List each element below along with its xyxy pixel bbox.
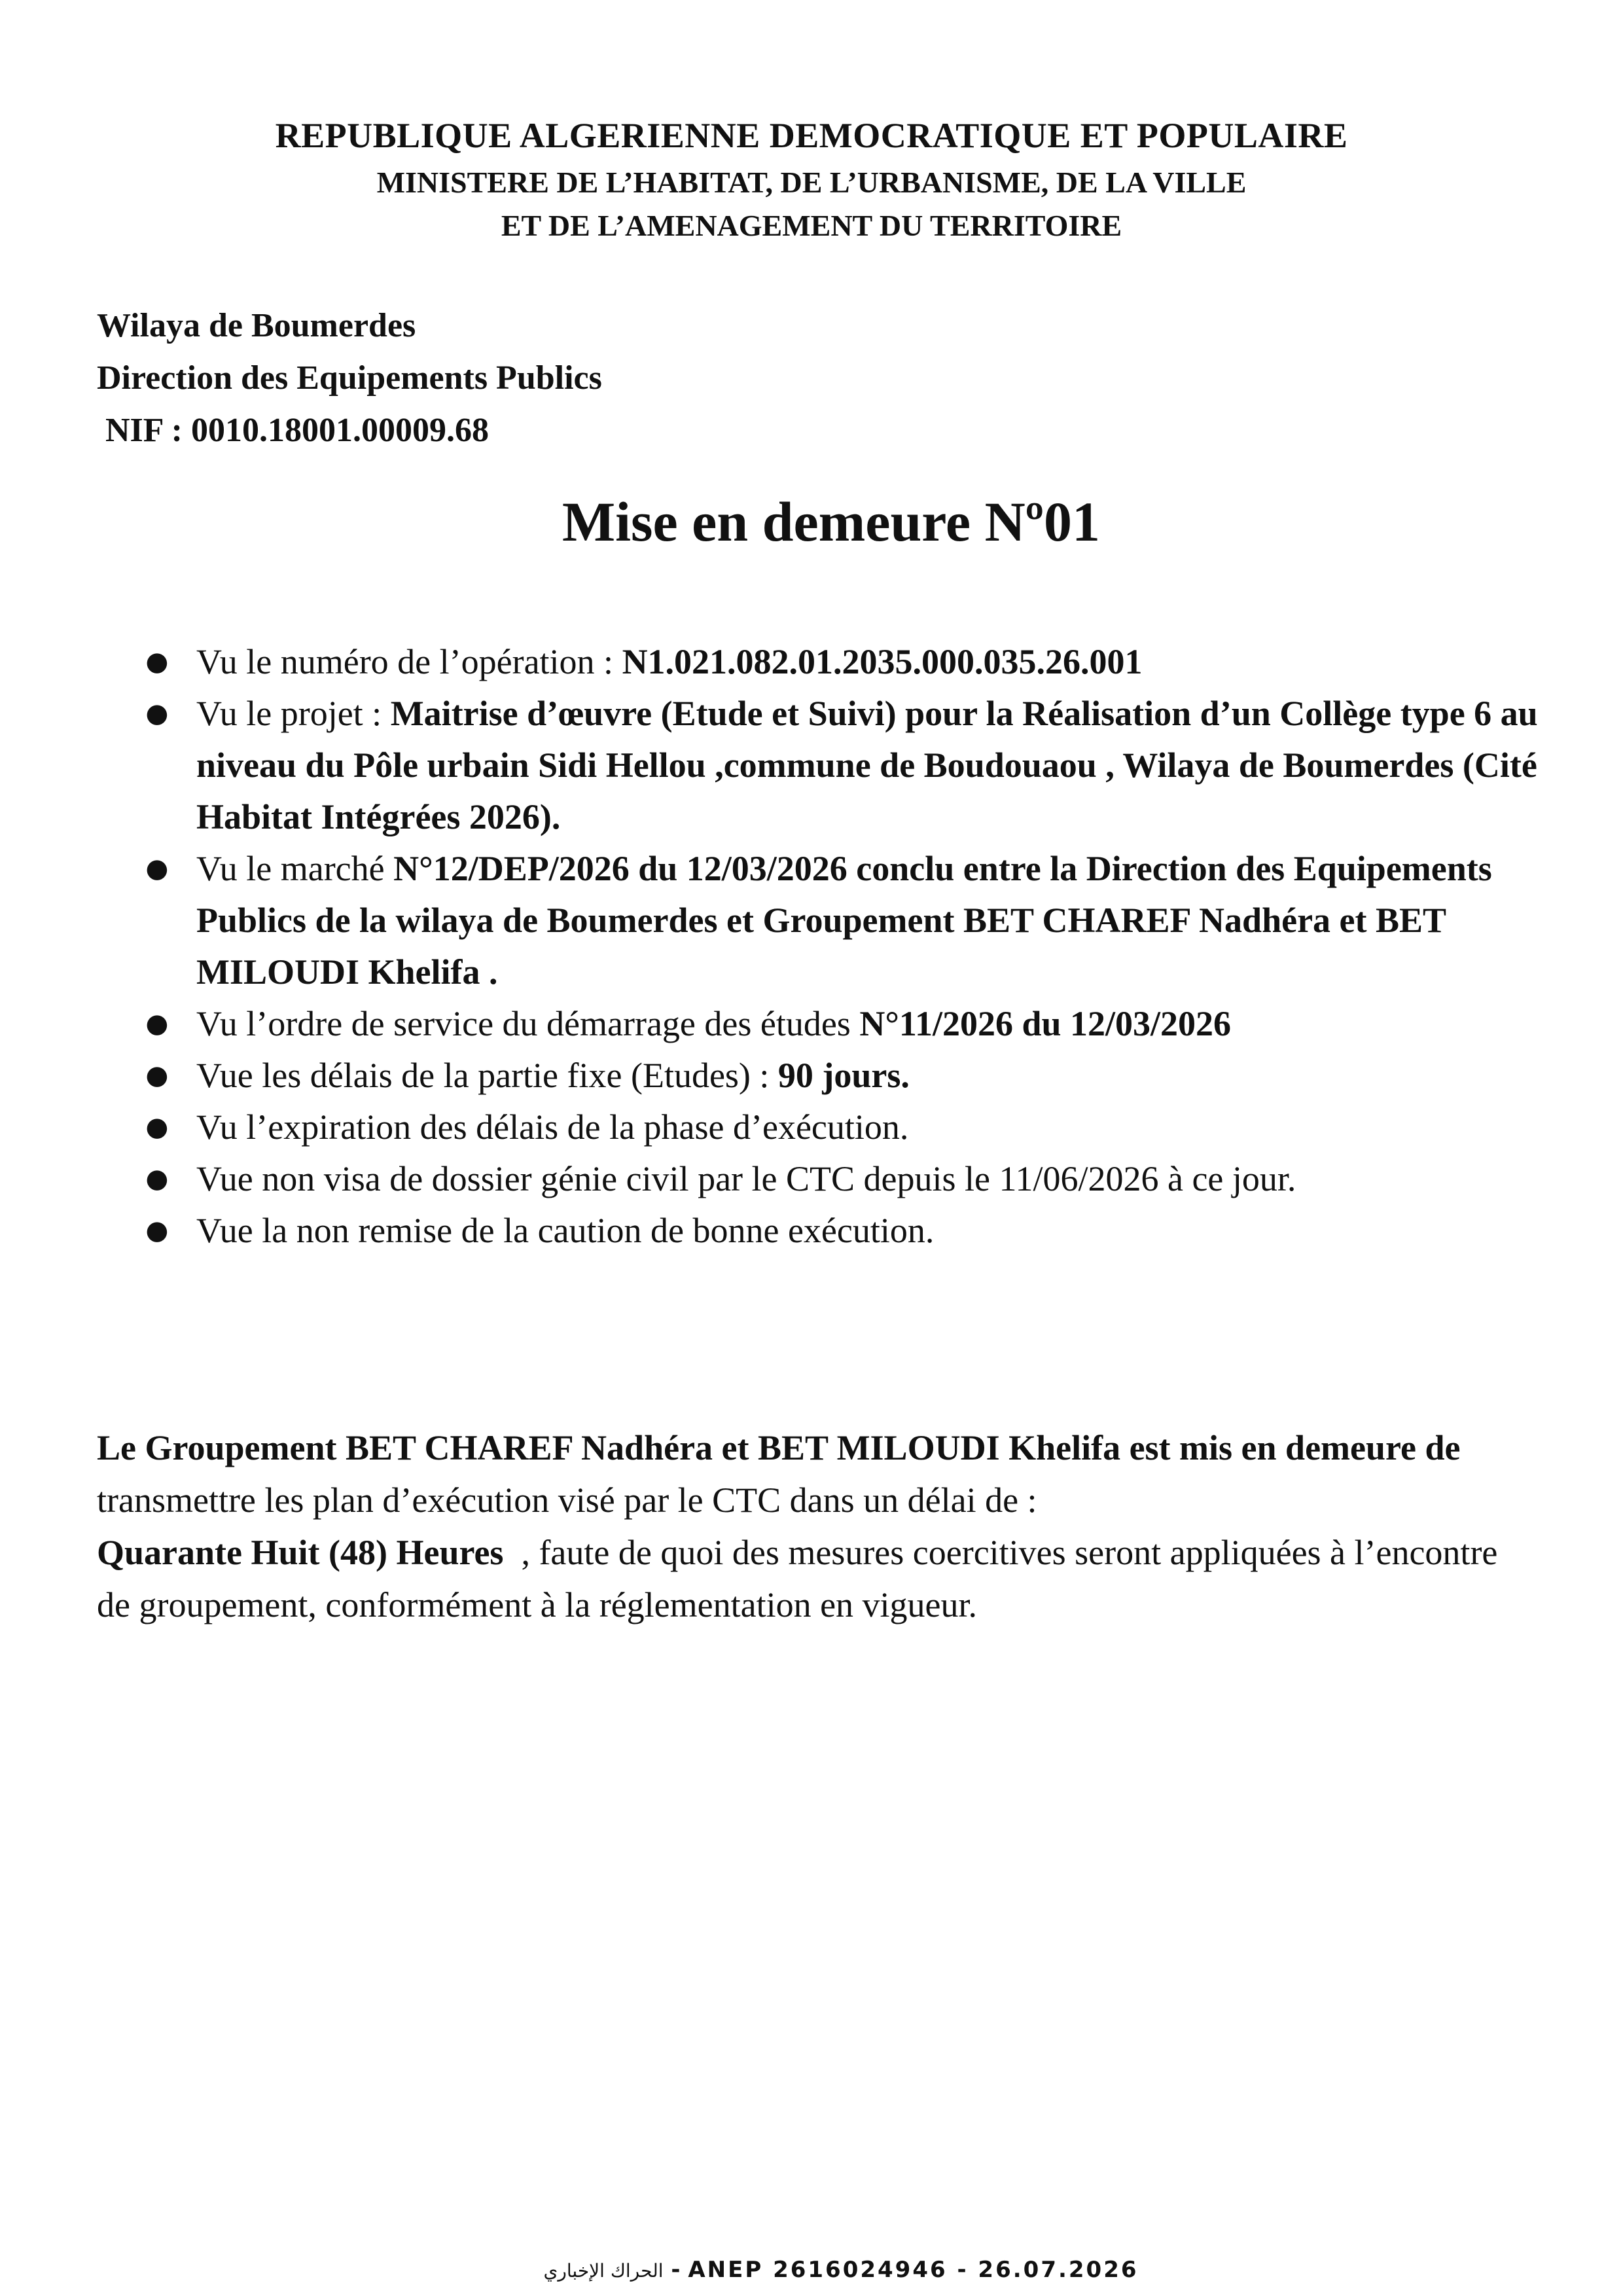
list-item: ● Vue les délais de la partie fixe (Etudes) : 90 jours. (144, 1050, 1551, 1102)
republic-title: REPUBLIQUE ALGERIENNE DEMOCRATIQUE ET POPULAIRE (275, 116, 1348, 155)
considerations-list (144, 636, 1551, 1257)
list-item: ● Vu l’expiration des délais de la phase d’exécution. (144, 1102, 1551, 1153)
conclusion-subject: Le Groupement BET CHAREF Nadhéra et BET MILOUDI Khelifa est mis en demeure de (97, 1428, 1461, 1467)
ministry-line-2: ET DE L’AMENAGEMENT DU TERRITOIRE (501, 209, 1122, 242)
newspaper-name: الحراك الإخباري (543, 2260, 664, 2282)
footer-separator: - (663, 2257, 688, 2283)
list-item: ● Vue non visa de dossier génie civil par le CTC depuis le 11/06/2026 à ce jour. (144, 1153, 1551, 1205)
ministry-line-1: MINISTERE DE L’HABITAT, DE L’URBANISME, DE LA VILLE (376, 166, 1247, 199)
document-title: Mise en demeure Nº01 (562, 490, 1101, 553)
list-item: ● Vu le numéro de l’opération : N1.021.082.01.2035.000.035.26.001 (144, 636, 1551, 688)
issuer-block (97, 300, 602, 457)
conclusion-text: transmettre les plan d’exécution visé par le CTC dans un délai de : (97, 1428, 1469, 1520)
bullet-icon: ● (145, 1215, 169, 1246)
bullet-icon: ● (145, 853, 169, 884)
list-item: ● Vu l’ordre de service du démarrage des études N°11/2026 du 12/03/2026 (144, 998, 1551, 1050)
nif-number: NIF : 0010.18001.00009.68 (97, 412, 489, 449)
conclusion-consequence: , faute de quoi des mesures coercitives seront appliquées à l’encontre de groupement, conformément à la réglementation en vigueur. (97, 1533, 1507, 1624)
document-header (0, 110, 1623, 247)
wilaya-name: Wilaya de Boumerdes (97, 307, 416, 344)
list-item: ● Vu le marché N°12/DEP/2026 du 12/03/2026 conclu entre la Direction des Equipements Publics de la wilaya de Boumerdes et Groupement BET CHAREF Nadhéra et BET MILOUDI Khelifa . (144, 843, 1551, 998)
bullet-icon: ● (145, 1060, 169, 1090)
bullet-icon: ● (145, 1164, 169, 1194)
deadline: Quarante Huit (48) Heures (97, 1533, 504, 1572)
bullet-icon: ● (145, 647, 169, 677)
publication-footer (0, 2257, 1623, 2283)
conclusion-paragraph (97, 1422, 1524, 1631)
bullet-icon: ● (145, 698, 169, 728)
anep-reference: ANEP 2616024946 - 26.07.2026 (688, 2257, 1139, 2283)
bullet-icon: ● (145, 1112, 169, 1142)
list-item: ● Vue la non remise de la caution de bonne exécution. (144, 1205, 1551, 1257)
bullet-icon: ● (145, 1009, 169, 1039)
direction-name: Direction des Equipements Publics (97, 359, 602, 397)
list-item: ● Vu le projet : Maitrise d’œuvre (Etude et Suivi) pour la Réalisation d’un Collège type 6 au niveau du Pôle urbain Sidi Hellou ,commune de Boudouaou , Wilaya de Boumerdes (Cité Habitat Intégrées 2026). (144, 688, 1551, 843)
